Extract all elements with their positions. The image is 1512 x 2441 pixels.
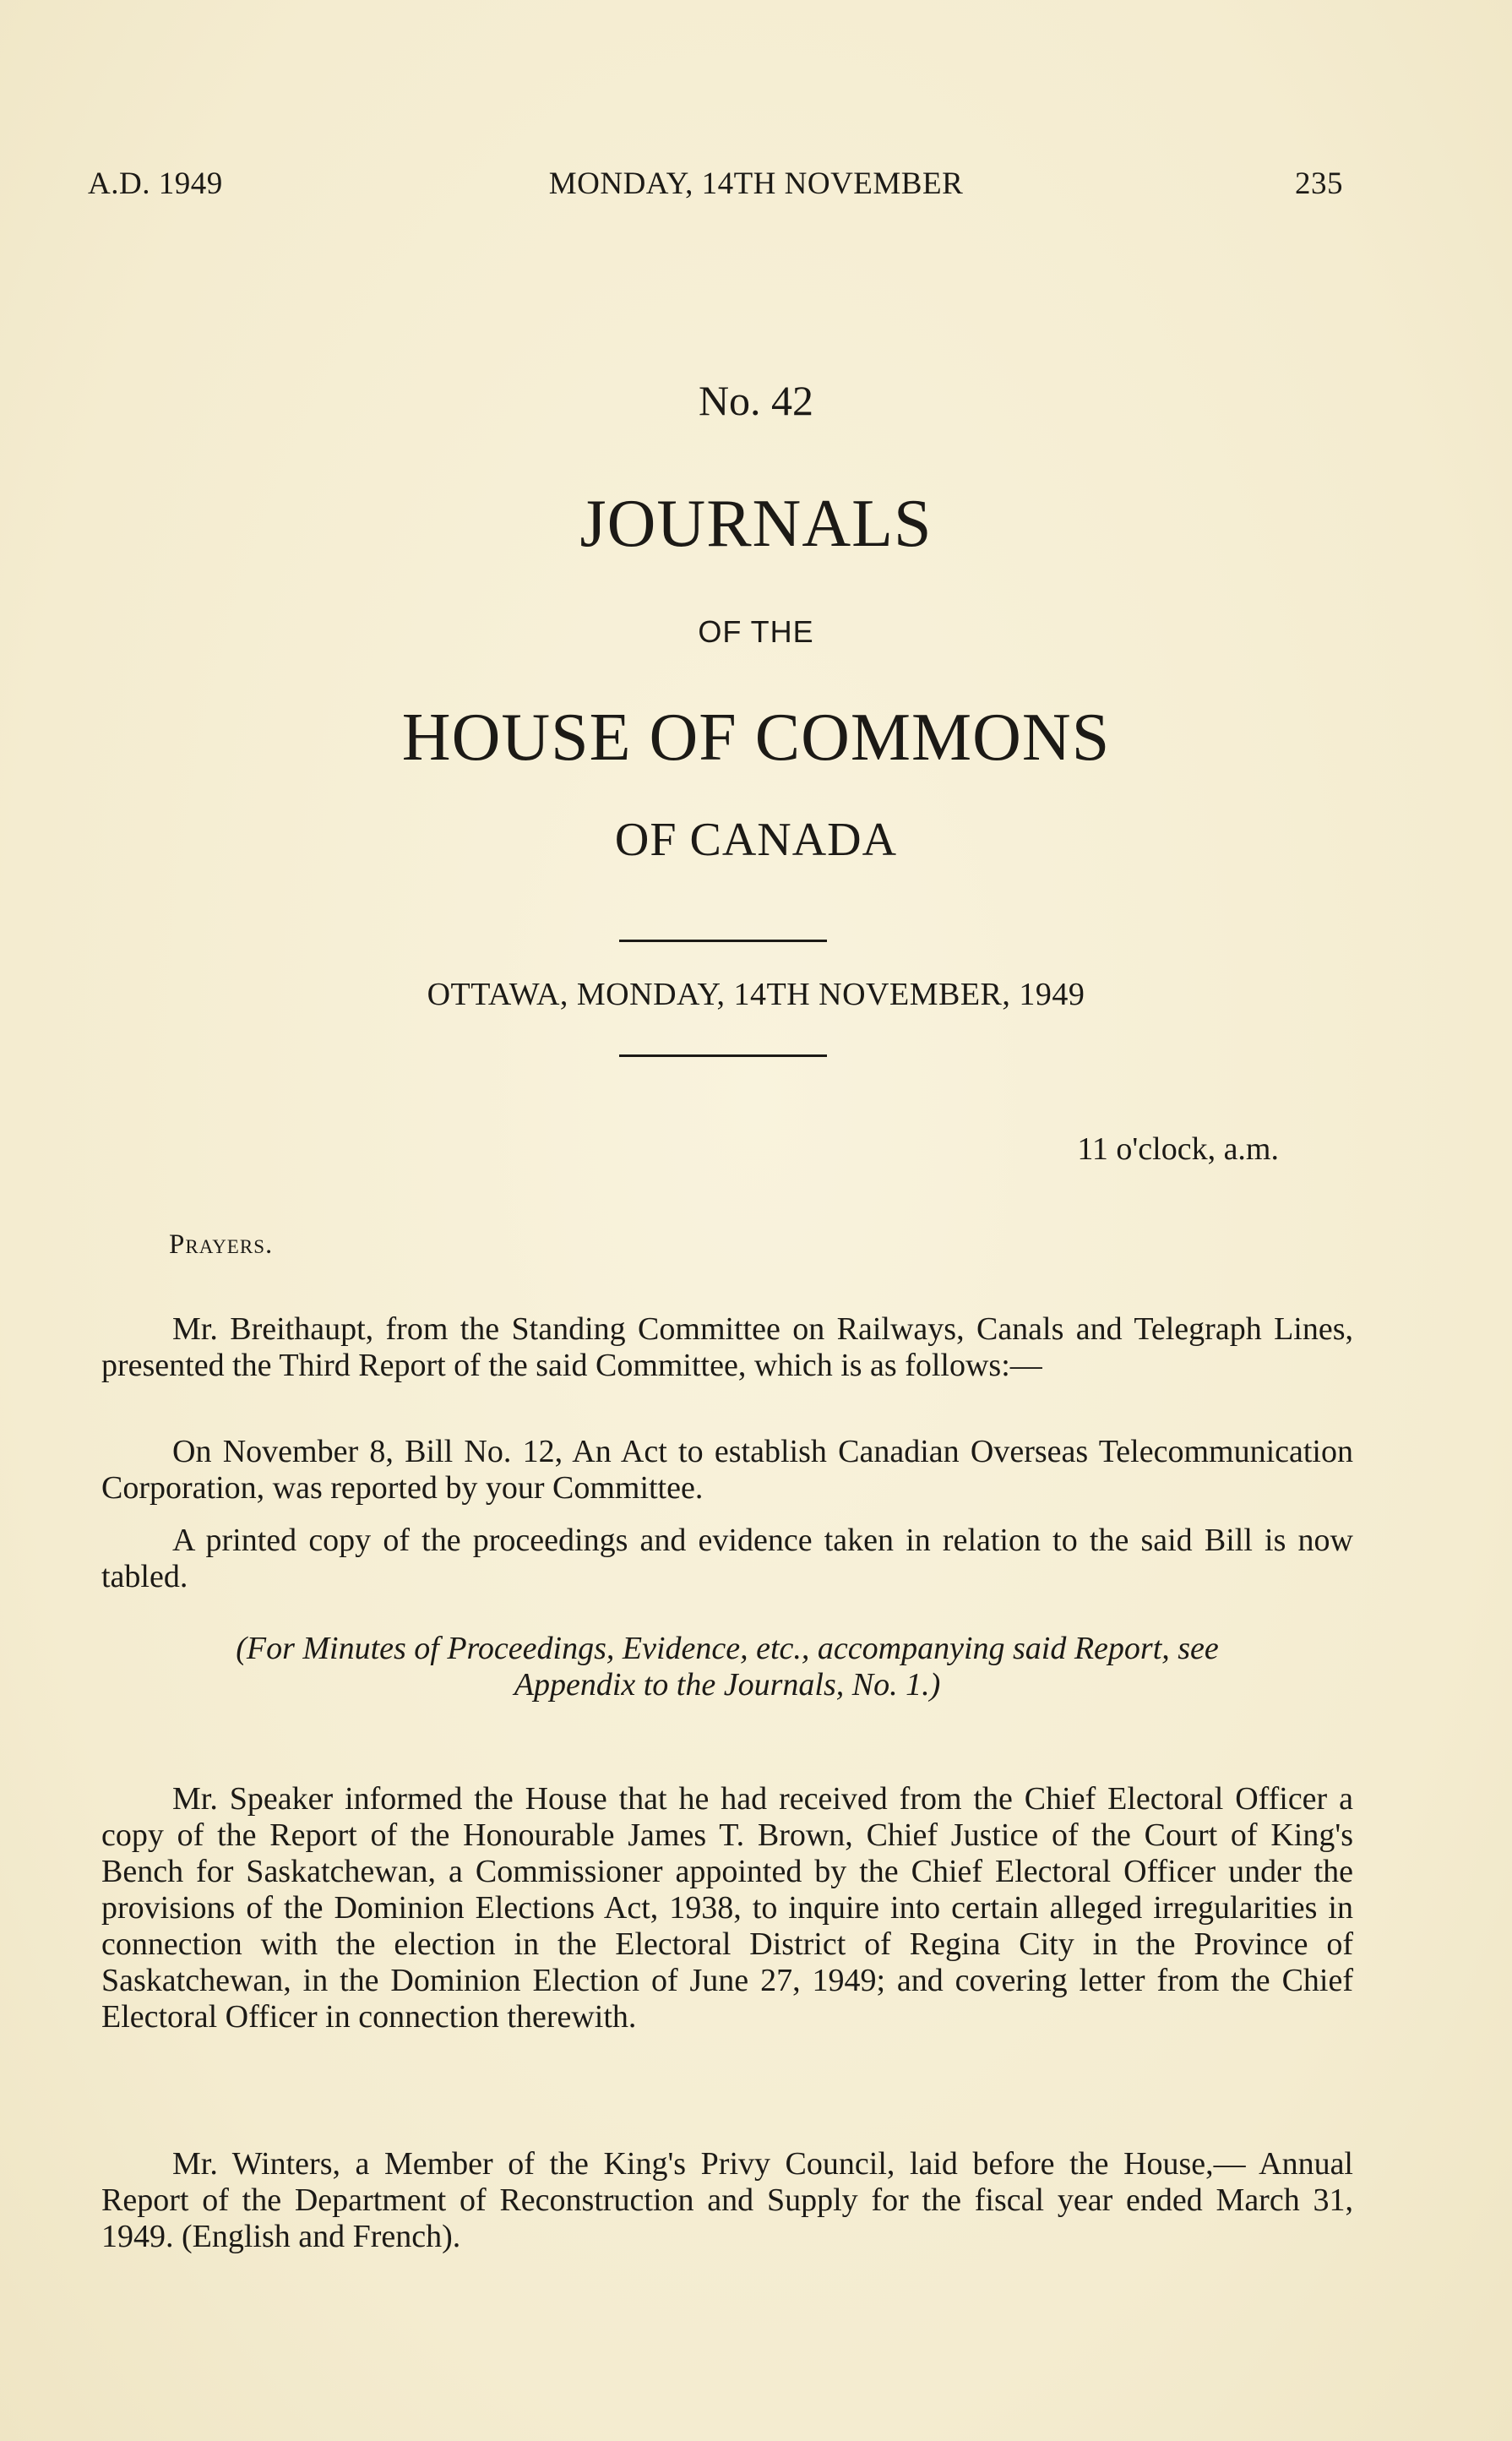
appendix-note-line-1: (For Minutes of Proceedings, Evidence, etc., accompanying said Report, see: [236, 1631, 1219, 1666]
paragraph-bill-reported: On November 8, Bill No. 12, An Act to establish Canadian Overseas Telecommunication Corporation, was reported by your Committee.: [101, 1434, 1353, 1506]
page-number: 235: [1295, 166, 1343, 201]
journals-title: JOURNALS: [579, 487, 933, 561]
house-of-commons-title: HOUSE OF COMMONS: [401, 700, 1111, 775]
divider-bottom: [619, 1054, 827, 1057]
dateline: OTTAWA, MONDAY, 14TH NOVEMBER, 1949: [427, 977, 1085, 1012]
prayers-heading: Prayers.: [169, 1229, 274, 1260]
paragraph-printed-copy: A printed copy of the proceedings and evidence taken in relation to the said Bill is now tabled.: [101, 1523, 1353, 1594]
of-canada-title: OF CANADA: [614, 814, 898, 866]
sitting-time: 11 o'clock, a.m.: [1077, 1131, 1279, 1167]
paragraph-annual-report: Mr. Winters, a Member of the King's Privy Council, laid before the House,— Annual Report of the Department of Reconstruction and Supply for the fiscal year ended March 31, 1949. (English and French).: [101, 2146, 1353, 2254]
journal-number: No. 42: [698, 377, 814, 424]
header-date: MONDAY, 14TH NOVEMBER: [548, 166, 964, 201]
paragraph-appendix-note: [101, 1631, 1353, 1703]
of-the-label: OF THE: [698, 614, 814, 649]
paragraph-speaker-report: Mr. Speaker informed the House that he had received from the Chief Electoral Officer a copy of the Report of the Honourable James T. Brown, Chief Justice of the Court of King's Bench for Saskatchewan, a Commissioner appointed by the Chief Electoral Officer under the provisions of the Dominion Elections Act, 1938, to inquire into certain alleged irregularities in connection with the election in the Electoral District of Regina City in the Province of Saskatchewan, in the Dominion Election of June 27, 1949; and covering letter from the Chief Electoral Officer in connection therewith.: [101, 1781, 1353, 2035]
paragraph-committee-report: Mr. Breithaupt, from the Standing Committee on Railways, Canals and Telegraph Lines, presented the Third Report of the said Committee, which is as follows:—: [101, 1311, 1353, 1383]
appendix-note-line-2: Appendix to the Journals, No. 1.): [514, 1667, 941, 1703]
header-year: A.D. 1949: [88, 166, 223, 201]
divider-top: [619, 940, 827, 942]
